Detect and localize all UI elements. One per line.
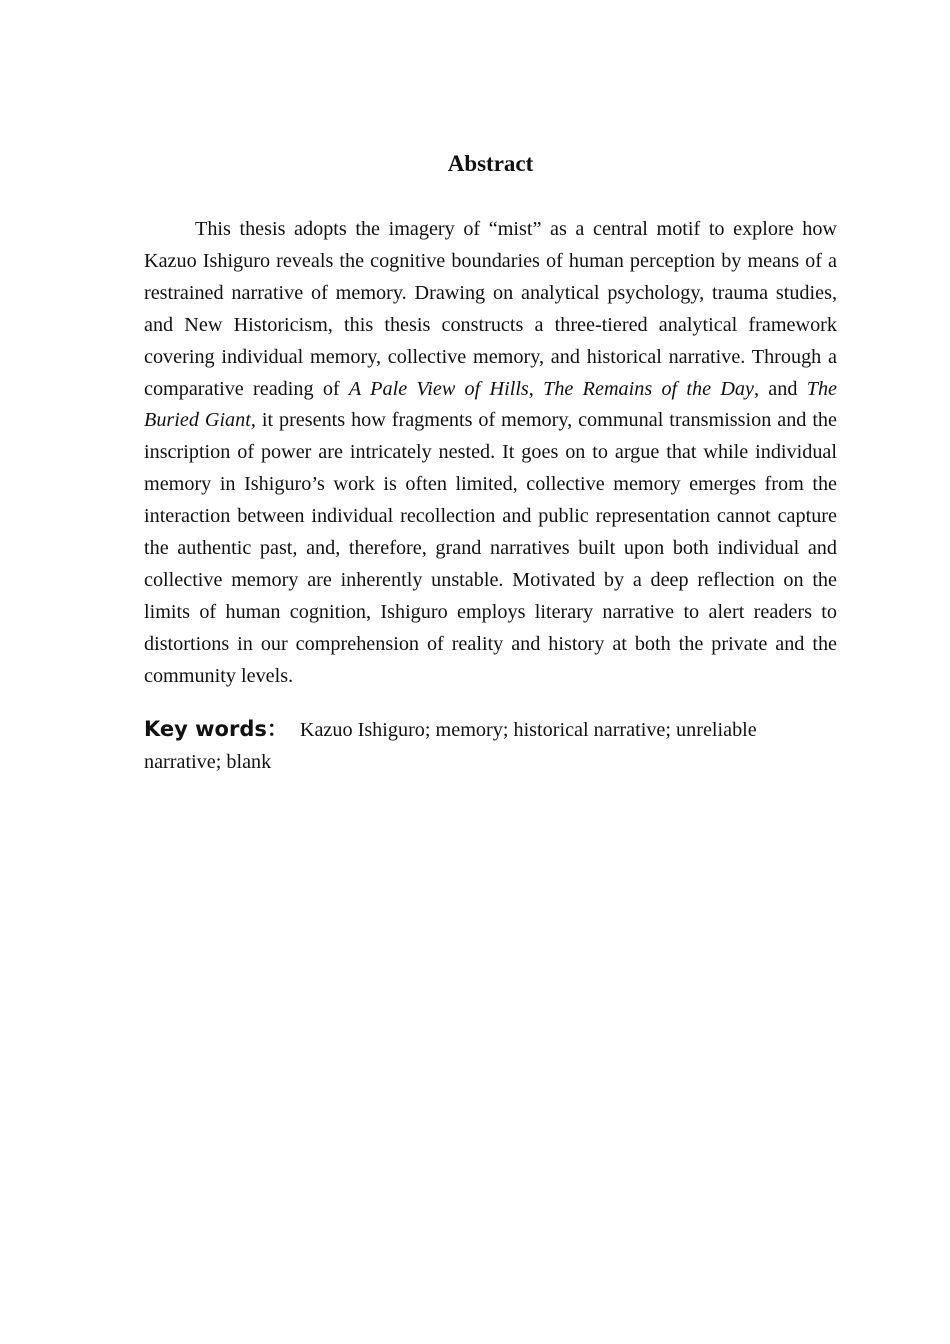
abstract-page xyxy=(144,148,837,778)
work-title-remains-of-day: The Remains of the Day xyxy=(543,377,754,400)
abstract-separator-1: , xyxy=(528,377,544,400)
abstract-text-part2: , it presents how fragments of memory, communal transmission and the inscription of power are intricately nested. It goes on to argue that while individual memory in Ishiguro’s work is often limited, collective memory emerges from the interaction between individual recollection and public representation cannot capture the authentic past, and, therefore, grand narratives built upon both individual and collective memory are inherently unstable. Motivated by a deep reflection on the limits of human cognition, Ishiguro employs literary narrative to alert readers to distortions in our comprehension of reality and history at both the private and the community levels. xyxy=(144,409,837,687)
keywords-list: Kazuo Ishiguro; memory; historical narrative; unreliable narrative; blank xyxy=(144,718,757,773)
work-title-buried-giant: The Buried Giant xyxy=(144,377,837,432)
abstract-separator-2: , and xyxy=(753,377,807,400)
abstract-paragraph xyxy=(144,214,837,693)
work-title-pale-view: A Pale View of Hills xyxy=(348,377,529,400)
keywords-line xyxy=(144,714,837,779)
page-title: Abstract xyxy=(447,151,534,176)
abstract-text-part1: This thesis adopts the imagery of “mist” as a central motif to explore how Kazuo Ishiguro reveals the cognitive boundaries of human perception by means of a restrained narrative of memory. Drawing on analytical psychology, trauma studies, and New Historicism, this thesis constructs a three-tiered analytical framework covering individual memory, collective memory, and historical narrative. Through a comparative reading of xyxy=(144,218,837,400)
keywords-label: Key words： xyxy=(144,716,288,741)
